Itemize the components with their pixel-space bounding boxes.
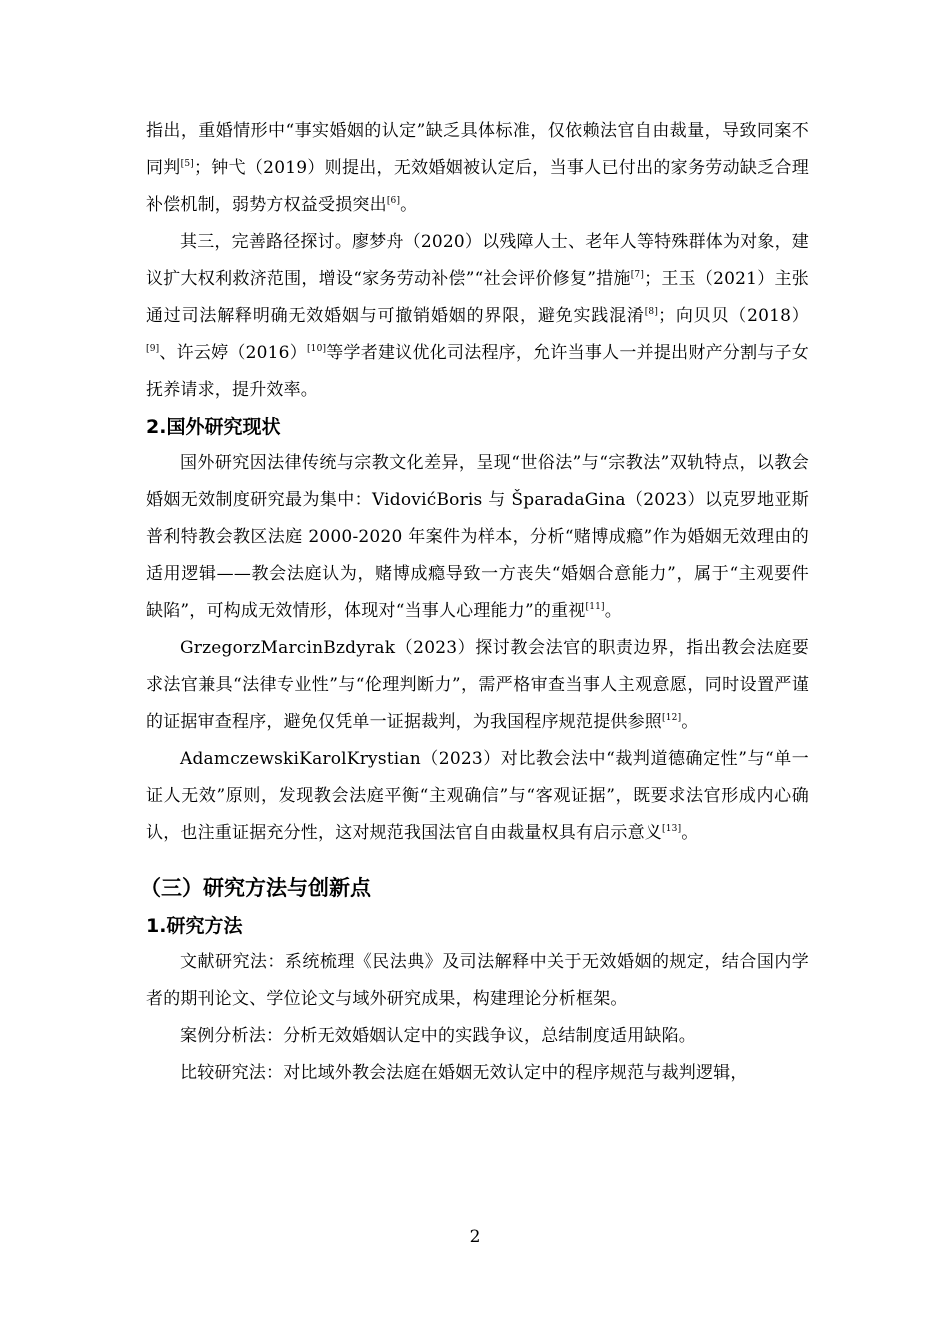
citation-ref: [12]: [662, 713, 682, 723]
citation-ref: [11]: [585, 602, 605, 612]
citation-ref: [10]: [306, 344, 327, 354]
paragraph-text: 。: [400, 195, 418, 215]
paragraph-text: 。: [681, 823, 699, 843]
citation-ref: [13]: [662, 824, 682, 834]
citation-ref: [8]: [644, 307, 659, 317]
page-content: [140, 113, 809, 1092]
paragraph-foreign-overview: [146, 445, 809, 630]
paragraph-text: 。: [681, 712, 699, 732]
paragraph-case-method: 案例分析法：分析无效婚姻认定中的实践争议，总结制度适用缺陷。: [180, 1026, 696, 1046]
paragraph-bzdyrak: [146, 630, 809, 741]
paragraph-text: 等学者建议优化司法程序，允许当事人一并提出财产分割与子女抚养请求，提升效率。: [146, 343, 809, 400]
citation-ref: [7]: [630, 270, 645, 280]
paragraph-text: 指出，重婚情形中“事实婚姻的认定”缺乏具体标准，仅依赖法官自由裁量，导致同案不同判: [146, 121, 809, 178]
paragraph-text: 其三，完善路径探讨。廖梦舟（2020）以残障人士、老年人等特殊群体为对象，建议扩大权利救济范围，增设“家务劳动补偿”“社会评价修复”措施: [146, 232, 809, 289]
paragraph-text: ；王玉（2021）主张通过司法解释明确无效婚姻与可撤销婚姻的界限，避免实践混淆: [146, 269, 809, 326]
paragraph-comparative-method: 比较研究法：对比域外教会法庭在婚姻无效认定中的程序规范与裁判逻辑，: [180, 1063, 748, 1083]
paragraph-domestic-problems: [146, 113, 809, 224]
citation-ref: [6]: [386, 196, 401, 206]
paragraph-text: ；向贝贝（2018）: [658, 306, 809, 326]
heading-research-methods: 1.研究方法: [146, 915, 243, 937]
paragraph-text: 、许云婷（2016）: [159, 343, 307, 363]
page-number: 2: [469, 1227, 481, 1247]
paragraph-text: 国外研究因法律传统与宗教文化差异，呈现“世俗法”与“宗教法”双轨特点，以教会婚姻无效制度研究最为集中：VidovićBoris 与 ŠparadaGina（2023）以克罗地亚斯普利特教会教区法庭 2000-2020 年案件为样本，分析“赌博成瘾”作为婚姻无效理由的适用逻辑——教会法庭认为，赌博成瘾导致一方丧失“婚姻合意能力”，属于“主观要件缺陷”，可构成无效情形，体现对“当事人心理能力”的重视: [146, 453, 809, 621]
paragraph-text: AdamczewskiKarolKrystian（2023）对比教会法中“裁判道德确定性”与“单一证人无效”原则，发现教会法庭平衡“主观确信”与“客观证据”，既要求法官形成内心确认，也注重证据充分性，这对规范我国法官自由裁量权具有启示意义: [146, 749, 809, 843]
paragraph-literature-method: 文献研究法：系统梳理《民法典》及司法解释中关于无效婚姻的规定，结合国内学者的期刊论文、学位论文与域外研究成果，构建理论分析框架。: [146, 952, 809, 1009]
paragraph-improvement-paths: [146, 224, 809, 409]
paragraph-text: 。: [604, 601, 622, 621]
paragraph-text: GrzegorzMarcinBzdyrak（2023）探讨教会法官的职责边界，指出教会法庭要求法官兼具“法律专业性”与“伦理判断力”，需严格审查当事人主观意愿，同时设置严谨的证据审查程序，避免仅凭单一证据裁判，为我国程序规范提供参照: [146, 638, 809, 732]
citation-ref: [5]: [180, 159, 194, 169]
paragraph-adamczewski: [146, 741, 809, 852]
paragraph-text: ；钟弋（2019）则提出，无效婚姻被认定后，当事人已付出的家务劳动缺乏合理补偿机制，弱势方权益受损突出: [146, 158, 809, 215]
heading-methods-innovation: （三）研究方法与创新点: [140, 876, 371, 900]
heading-foreign-research: 2.国外研究现状: [146, 416, 281, 438]
citation-ref: [9]: [146, 344, 160, 354]
